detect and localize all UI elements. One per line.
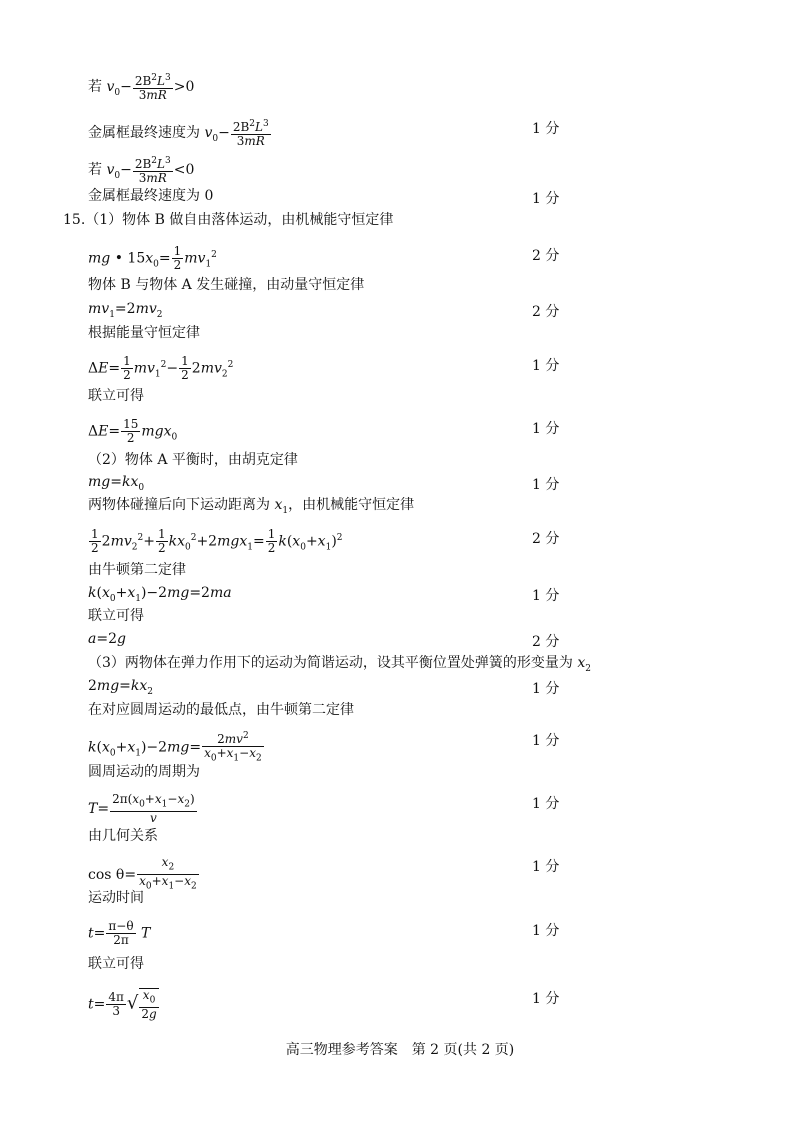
- text-line: 在对应圆周运动的最低点，由牛顿第二定律: [88, 702, 354, 718]
- question-15-part-1: 15.（1）物体 B 做自由落体运动，由机械能守恒定律: [63, 212, 394, 228]
- equation: a=2g: [88, 631, 126, 647]
- equation: cos θ= $\frac{x_2}{x_0+x_1-x_2}$: [88, 855, 197, 892]
- score: 1 分: [532, 588, 560, 604]
- score: 2 分: [532, 531, 560, 547]
- score: 1 分: [532, 121, 560, 137]
- score: 1 分: [532, 421, 560, 437]
- text-line: 联立可得: [88, 608, 144, 624]
- text-line: 两物体碰撞后向下运动距离为 $x_1$，由机械能守恒定律: [88, 497, 415, 516]
- text-line: 运动时间: [88, 890, 144, 906]
- score: 1 分: [532, 796, 560, 812]
- score: 1 分: [532, 991, 560, 1007]
- equation: t= $\frac{4\pi}{3}$ √ $\frac{x_0}{2g}$: [88, 988, 157, 1022]
- score: 1 分: [532, 681, 560, 697]
- score: 1 分: [532, 923, 560, 939]
- condition-line-2: 若 $v_0-$ $\frac{2B^2L^3}{3mR}$ <0: [88, 156, 195, 185]
- equation: $2mg=kx_2$: [88, 678, 154, 697]
- score: 2 分: [532, 634, 560, 650]
- score: 1 分: [532, 859, 560, 875]
- page-footer: 高三物理参考答案 第 2 页(共 2 页): [285, 1042, 515, 1058]
- text-line: 物体 B 与物体 A 发生碰撞，由动量守恒定律: [88, 277, 365, 293]
- score: 1 分: [532, 358, 560, 374]
- final-velocity-line-1: 金属框最终速度为 $v_0-$ $\frac{2B^2L^3}{3mR}$: [88, 119, 269, 148]
- equation: $k(x_0+x_1)-2mg=$ $\frac{2mv^2}{x_0+x_1-x_2}$: [88, 731, 262, 764]
- condition-line-1: 若 $v_0-$ $\frac{2B^2L^3}{3mR}$ >0: [88, 73, 195, 102]
- text-line: 联立可得: [88, 388, 144, 404]
- equation: $mg=kx_0$: [88, 474, 145, 493]
- equation: t= $\frac{\pi-\theta}{2\pi}$ T: [88, 919, 151, 947]
- score: 1 分: [532, 191, 560, 207]
- score: 1 分: [532, 733, 560, 749]
- equation: $\frac{1}{2}$ $2mv_2^2+$ $\frac{1}{2}$ $kx_0^2+2mgx_1=$ $\frac{1}{2}$ $k(x_0+x_1)^2$: [91, 527, 343, 555]
- text-line: 联立可得: [88, 956, 144, 972]
- text-line: 由牛顿第二定律: [88, 562, 186, 578]
- equation: ΔE= $\frac{1}{2}$ $mv_1^2-$ $\frac{1}{2}$ $2mv_2^2$: [88, 354, 234, 382]
- text-line: 圆周运动的周期为: [88, 764, 200, 780]
- score: 1 分: [532, 477, 560, 493]
- equation: T= $\frac{2\pi(x_0+x_1-x_2)}{v}$: [88, 792, 195, 826]
- final-velocity-line-2: 金属框最终速度为 0: [88, 188, 214, 204]
- score: 2 分: [532, 248, 560, 264]
- text-line: 根据能量守恒定律: [88, 325, 200, 341]
- equation: mg • $15x_0=$ $\frac{1}{2}$ $mv_1^2$: [88, 244, 217, 272]
- text-line: 由几何关系: [88, 828, 158, 844]
- score: 2 分: [532, 304, 560, 320]
- equation: ΔE= $\frac{15}{2}$ mgx$_0$: [88, 417, 178, 445]
- equation: $k(x_0+x_1)-2mg=2ma$: [88, 585, 232, 604]
- equation: $mv_1=2mv_2$: [88, 301, 163, 320]
- question-15-part-3: （3）两物体在弹力作用下的运动为简谐运动，设其平衡位置处弹簧的形变量为 $x_2$: [88, 655, 591, 674]
- question-15-part-2: （2）物体 A 平衡时，由胡克定律: [88, 452, 298, 468]
